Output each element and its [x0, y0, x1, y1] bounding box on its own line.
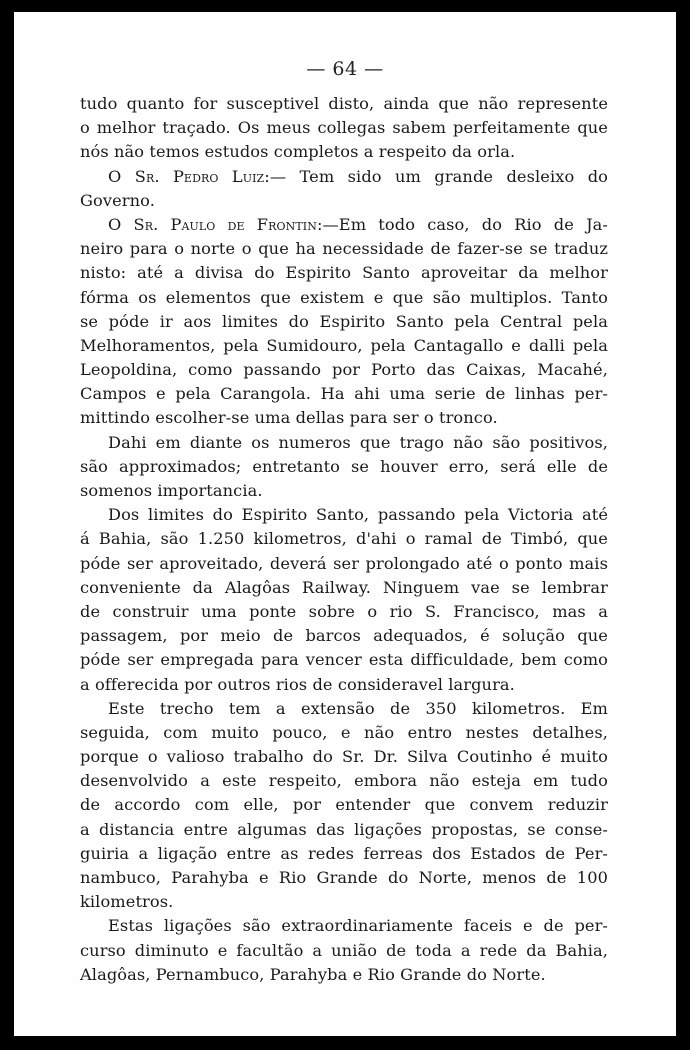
- text-line: Governo.: [80, 190, 155, 210]
- text-line: fórma os elementos que existem e que são multiplos. Tanto: [80, 287, 608, 307]
- text-line: Este trecho tem a extensão de 350 kilometros. Em: [108, 698, 608, 718]
- text-line: á Bahia, são 1.250 kilometros, d'ahi o ramal de Timbó, que: [80, 529, 608, 549]
- document-page: [14, 12, 676, 1036]
- text-line: nisto: até a divisa do Espirito Santo aproveitar da melhor: [80, 263, 608, 283]
- text-line: tudo quanto for susceptivel disto, ainda que não represente: [80, 94, 608, 113]
- text-line: Melhoramentos, pela Sumidouro, pela Cantagallo e dalli pela: [80, 335, 608, 355]
- text-line: curso diminuto e facultão a união de toda a rede da Bahia,: [80, 940, 608, 960]
- text-line: Campos e pela Carangola. Ha ahi uma serie de linhas per-: [80, 384, 608, 404]
- text-line: seguida, com muito pouco, e não entro nestes detalhes,: [80, 722, 608, 742]
- speaker-line: O Sr. Paulo de Frontin:—Em todo caso, do Rio de Ja-: [108, 214, 609, 234]
- text-line: somenos importancia.: [80, 481, 263, 500]
- speaker-name: Sr. Pedro Luiz: [134, 166, 265, 186]
- text-line: Alagôas, Pernambuco, Parahyba e Rio Grande do Norte.: [80, 964, 546, 984]
- text-line: passagem, por meio de barcos adequados, é solução que: [80, 626, 608, 646]
- text-line: a offerecida por outros rios de consideravel largura.: [80, 674, 515, 694]
- text-line: mittindo escolher-se uma dellas para ser o tronco.: [80, 408, 498, 428]
- text-line: nambuco, Parahyba e Rio Grande do Norte, menos de 100: [80, 868, 608, 887]
- text-line: Leopoldina, como passando por Porto das Caixas, Macahé,: [80, 360, 608, 380]
- text-line: Dahi em diante os numeros que trago não são positivos,: [108, 432, 608, 452]
- page-number: — 64 —: [306, 58, 384, 80]
- text-line: guiria a ligação entre as redes ferreas dos Estados de Per-: [80, 843, 608, 863]
- speaker-name: Sr. Paulo de Frontin: [133, 214, 317, 234]
- text-line: conveniente da Alagôas Railway. Ninguem vae se lembrar: [80, 577, 608, 597]
- text-line: póde ser aproveitado, deverá ser prolongado até o ponto mais: [80, 553, 608, 573]
- text-line: neiro para o norte o que ha necessidade de fazer-se se traduz: [80, 239, 608, 259]
- text-line: porque o valioso trabalho do Sr. Dr. Silva Coutinho é muito: [80, 747, 608, 767]
- text-line: kilometros.: [80, 892, 174, 912]
- text-line: desenvolvido a este respeito, embora não esteja em tudo: [80, 771, 608, 791]
- body-text: [80, 92, 608, 987]
- text-line: de accordo com elle, por entender que convem reduzir: [80, 795, 608, 815]
- text-line: póde ser empregada para vencer esta difficuldade, bem como: [80, 650, 608, 670]
- text-line: nós não temos estudos completos a respeito da orla.: [80, 142, 516, 162]
- text-line: Dos limites do Espirito Santo, passando pela Victoria até: [108, 505, 608, 525]
- text-line: o melhor traçado. Os meus collegas sabem perfeitamente que: [80, 118, 608, 138]
- text-line: se póde ir aos limites do Espirito Santo pela Central pela: [80, 311, 608, 331]
- text-line: a distancia entre algumas das ligações propostas, se conse-: [80, 819, 608, 839]
- text-line: de construir uma ponte sobre o rio S. Francisco, mas a: [80, 601, 608, 621]
- text-line: são approximados; entretanto se houver erro, será elle de: [80, 456, 608, 476]
- text-line: Estas ligações são extraordinariamente faceis e de per-: [108, 916, 608, 936]
- speaker-line: O Sr. Pedro Luiz:— Tem sido um grande desleixo do: [108, 166, 608, 186]
